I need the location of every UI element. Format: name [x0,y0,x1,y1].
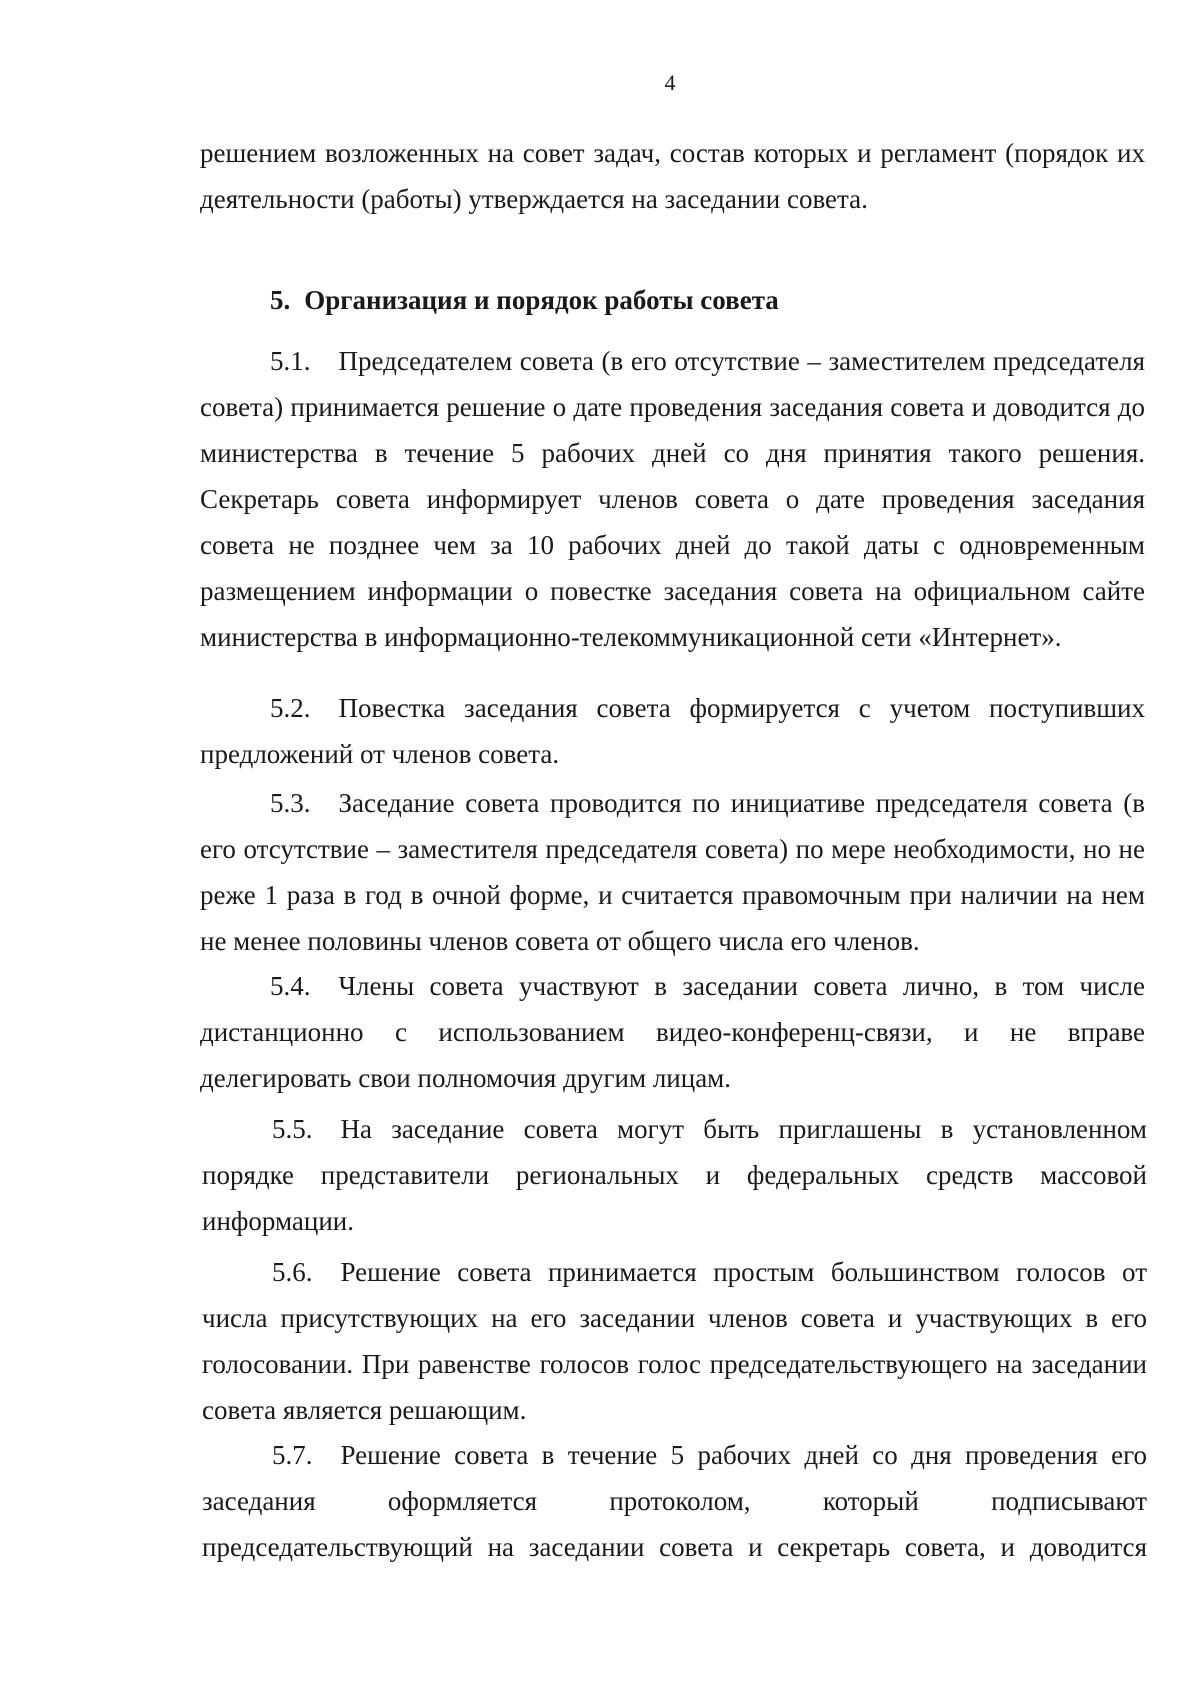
intro-paragraph: решением возложенных на совет задач, состав которых и регламент (порядок их деятельности (работы) утверждается на заседании совета. [200,138,1145,214]
paragraph-5-6 [202,1249,1147,1433]
paragraph-number: 5.4. [270,971,311,1001]
paragraph-5-3 [200,780,1145,964]
paragraph-5-7 [202,1432,1147,1570]
paragraph-number: 5.5. [272,1114,313,1144]
paragraph-text: Решение совета принимается простым большинством голосов от числа присутствующих на его заседании членов совета и участвующих в его голосовании. При равенстве голосов голос председательствующего на заседании совета является решающим. [202,1257,1147,1425]
paragraph-text: На заседание совета могут быть приглашены в установленном порядке представители региональных и федеральных средств массовой информации. [202,1114,1147,1236]
paragraph-text: Заседание совета проводится по инициативе председателя совета (в его отсутствие – заместителя председателя совета) по мере необходимости, но не реже 1 раза в год в очной форме, и считается правомочным при наличии на нем не менее половины членов совета от общего числа его членов. [200,788,1145,956]
page-number: 4 [664,70,676,95]
paragraph-5-1 [200,338,1145,660]
paragraph-5-4 [200,963,1145,1101]
paragraph-text: Решение совета в течение 5 рабочих дней со дня проведения его заседания оформляется протоколом, который подписывают председательствующий на заседании совета и секретарь совета, и доводится [202,1440,1147,1562]
paragraph-number: 5.6. [272,1257,313,1287]
paragraph-number: 5.3. [270,788,311,818]
paragraph-text: Члены совета участвуют в заседании совета лично, в том числе дистанционно с использованием видео-конференц-связи, и не вправе делегировать свои полномочия другим лицам. [200,971,1145,1093]
section-heading [270,280,779,320]
section-number: 5. [270,285,291,315]
paragraph-5-2 [200,685,1145,777]
paragraph-5-5 [202,1106,1147,1244]
paragraph-text: Повестка заседания совета формируется с учетом поступивших предложений от членов совета. [200,693,1145,769]
paragraph-number: 5.1. [270,346,311,376]
paragraph-number: 5.7. [272,1440,313,1470]
section-title: Организация и порядок работы совета [304,285,779,315]
paragraph-number: 5.2. [270,693,311,723]
paragraph-text: Председателем совета (в его отсутствие – заместителем председателя совета) принимается решение о дате проведения заседания совета и доводится до министерства в течение 5 рабочих дней со дня принятия такого решения. Секретарь совета информирует членов совета о дате проведения заседания совета не позднее чем за 10 рабочих дней до такой даты с одновременным размещением информации о повестке заседания совета на официальном сайте министерства в информационно-телекоммуникационной сети «Интернет». [200,346,1145,652]
